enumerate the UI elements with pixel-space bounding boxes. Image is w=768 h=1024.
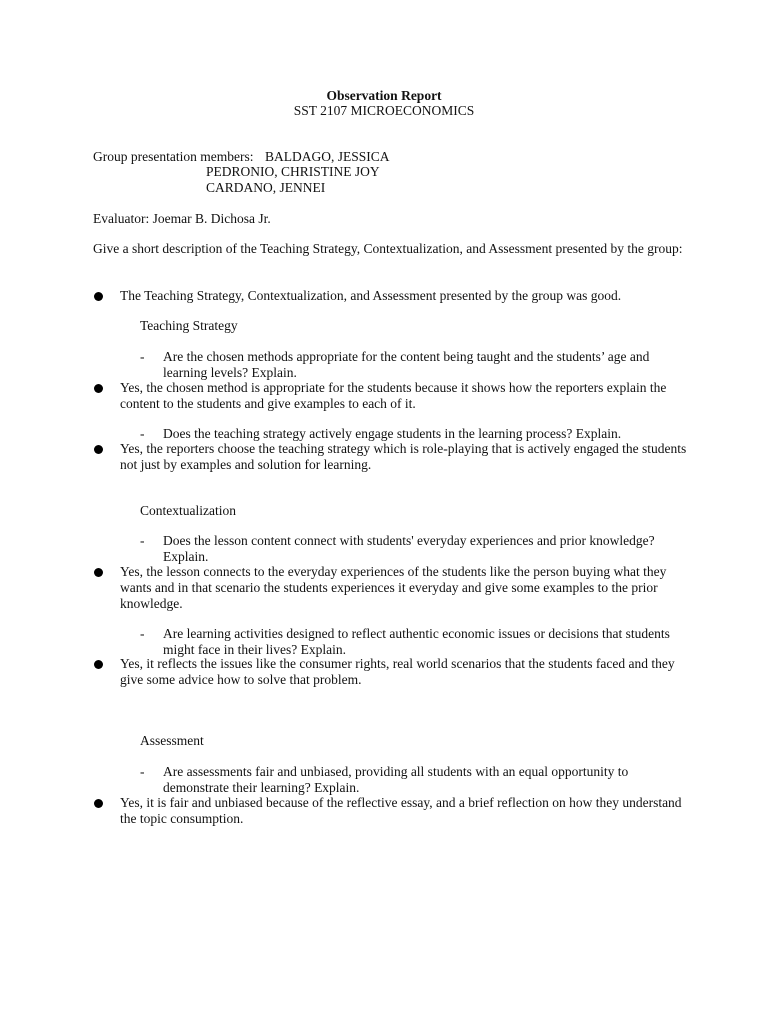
bullet-icon bbox=[94, 445, 103, 454]
section-heading-assessment: Assessment bbox=[140, 733, 204, 748]
member-name: BALDAGO, JESSICA bbox=[265, 149, 390, 164]
bullet-icon bbox=[94, 660, 103, 669]
answer-text: Yes, the reporters choose the teaching strategy which is role-playing that is actively engaged the students not just by examples and solution for learning. bbox=[120, 441, 687, 472]
answer-text: Yes, it is fair and unbiased because of the reflective essay, and a brief reflection on how they understand the topic consumption. bbox=[120, 795, 682, 826]
dash-icon: - bbox=[140, 533, 145, 548]
member-name: CARDANO, JENNEI bbox=[206, 180, 326, 195]
question-text: Does the teaching strategy actively engage students in the learning process? Explain. bbox=[163, 426, 622, 441]
bullet-icon bbox=[94, 568, 103, 577]
evaluator-line: Evaluator: Joemar B. Dichosa Jr. bbox=[93, 211, 271, 226]
question-text: Are learning activities designed to reflect authentic economic issues or decisions that students might face in their lives? Explain. bbox=[163, 626, 670, 657]
bullet-icon bbox=[94, 292, 103, 301]
section-heading-teaching-strategy: Teaching Strategy bbox=[140, 318, 238, 333]
bullet-icon bbox=[94, 384, 103, 393]
answer-text: Yes, it reflects the issues like the consumer rights, real world scenarios that the students faced and they give some advice how to solve that problem. bbox=[120, 656, 675, 687]
report-title: Observation Report bbox=[326, 88, 442, 103]
course-subtitle: SST 2107 MICROECONOMICS bbox=[293, 103, 475, 118]
section-heading-contextualization: Contextualization bbox=[140, 503, 236, 518]
bullet-icon bbox=[94, 799, 103, 808]
summary-text: The Teaching Strategy, Contextualization, and Assessment presented by the group was good. bbox=[120, 288, 622, 303]
dash-icon: - bbox=[140, 626, 145, 641]
dash-icon: - bbox=[140, 426, 145, 441]
question-text: Are the chosen methods appropriate for the content being taught and the students’ age and learning levels? Explain. bbox=[163, 349, 650, 380]
question-text: Does the lesson content connect with students' everyday experiences and prior knowledge? Explain. bbox=[163, 533, 655, 564]
dash-icon: - bbox=[140, 349, 145, 364]
instruction-text: Give a short description of the Teaching Strategy, Contextualization, and Assessment presented by the group: bbox=[93, 241, 683, 256]
answer-text: Yes, the chosen method is appropriate for the students because it shows how the reporters explain the content to the students and give examples to each of it. bbox=[120, 380, 667, 411]
member-name: PEDRONIO, CHRISTINE JOY bbox=[206, 164, 380, 179]
members-label: Group presentation members: bbox=[93, 149, 254, 164]
question-text: Are assessments fair and unbiased, providing all students with an equal opportunity to demonstrate their learning? Explain. bbox=[163, 764, 629, 795]
dash-icon: - bbox=[140, 764, 145, 779]
answer-text: Yes, the lesson connects to the everyday experiences of the students like the person buying what they wants and in that scenario the students experiences it everyday and give some examples to the prior knowledge. bbox=[120, 564, 667, 611]
